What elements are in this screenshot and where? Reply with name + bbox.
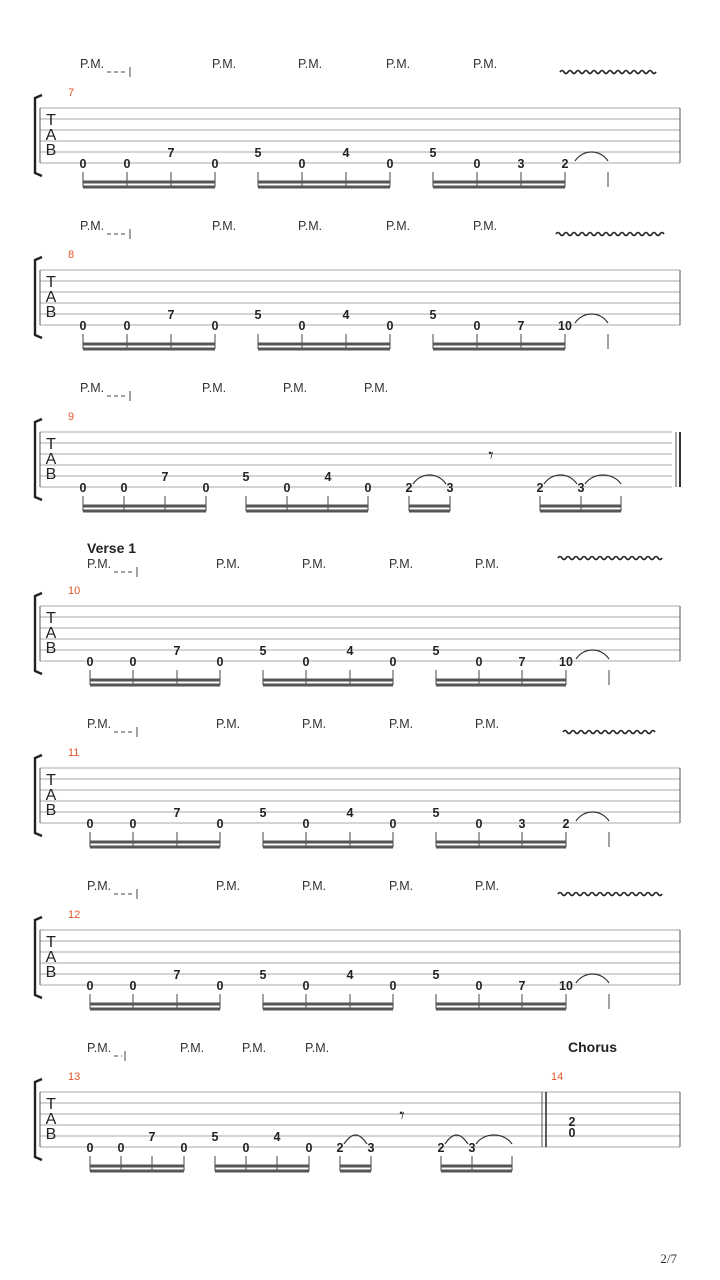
measure-number: 7 bbox=[68, 87, 75, 99]
system-bracket bbox=[35, 257, 42, 338]
palm-mute-label: P.M. bbox=[473, 219, 498, 233]
fret-number: 5 bbox=[432, 806, 440, 820]
palm-mute-label: P.M. bbox=[87, 1041, 112, 1055]
fret-number: 0 bbox=[86, 655, 94, 669]
tab-clef-letter: T bbox=[46, 274, 56, 291]
tab-system-12 bbox=[35, 879, 680, 1009]
palm-mute-label: P.M. bbox=[87, 717, 112, 731]
vibrato-mark bbox=[560, 71, 656, 74]
fret-number: 0 bbox=[86, 1141, 94, 1155]
tab-clef-letter: T bbox=[46, 436, 56, 453]
fret-number: 3 bbox=[518, 817, 526, 831]
fret-number: 5 bbox=[242, 470, 250, 484]
palm-mute-label: P.M. bbox=[298, 219, 323, 233]
fret-number: 5 bbox=[254, 308, 262, 322]
fret-number: 7 bbox=[173, 968, 181, 982]
fret-number: 4 bbox=[346, 968, 354, 982]
fret-number: 0 bbox=[298, 157, 306, 171]
tie-arc bbox=[576, 974, 609, 983]
fret-number: 2 bbox=[336, 1141, 344, 1155]
fret-number: 3 bbox=[367, 1141, 375, 1155]
fret-number: 0 bbox=[86, 817, 94, 831]
palm-mute-label: P.M. bbox=[87, 879, 112, 893]
tab-clef-letter: B bbox=[45, 1126, 57, 1143]
section-label: Chorus bbox=[568, 1039, 617, 1055]
system-bracket bbox=[35, 1079, 42, 1160]
page-indicator: 2/7 bbox=[660, 1251, 677, 1266]
fret-number: 0 bbox=[216, 979, 224, 993]
tab-clef-letter: T bbox=[46, 1096, 56, 1113]
palm-mute-label: P.M. bbox=[389, 879, 414, 893]
measure-number: 9 bbox=[68, 411, 75, 423]
fret-number: 5 bbox=[432, 644, 440, 658]
fret-number: 7 bbox=[167, 146, 175, 160]
palm-mute-label: P.M. bbox=[283, 381, 308, 395]
fret-number: 3 bbox=[517, 157, 525, 171]
palm-mute-label: P.M. bbox=[364, 381, 389, 395]
tie-arc bbox=[575, 152, 608, 161]
fret-number: 5 bbox=[254, 146, 262, 160]
fret-number: 0 bbox=[129, 817, 137, 831]
fret-number: 7 bbox=[517, 319, 525, 333]
fret-number: 0 bbox=[211, 157, 219, 171]
tab-system-9 bbox=[35, 381, 680, 511]
palm-mute-label: P.M. bbox=[180, 1041, 205, 1055]
tab-system-11 bbox=[35, 717, 680, 847]
palm-mute-label: P.M. bbox=[212, 219, 237, 233]
palm-mute-label: P.M. bbox=[475, 557, 500, 571]
fret-number: 0 bbox=[216, 817, 224, 831]
fret-number: 0 bbox=[242, 1141, 250, 1155]
palm-mute-label: P.M. bbox=[80, 219, 105, 233]
tab-clef-letter: T bbox=[46, 772, 56, 789]
tab-system-7 bbox=[35, 57, 680, 187]
fret-number: 2 bbox=[437, 1141, 445, 1155]
fret-number: 0 bbox=[389, 817, 397, 831]
vibrato-mark bbox=[558, 893, 662, 896]
palm-mute-label: P.M. bbox=[80, 381, 105, 395]
fret-number: 4 bbox=[346, 644, 354, 658]
fret-number: 5 bbox=[259, 806, 267, 820]
fret-number: 10 bbox=[558, 319, 572, 333]
tab-clef-letter: B bbox=[45, 142, 57, 159]
tab-clef-letter: A bbox=[45, 625, 57, 642]
palm-mute-label: P.M. bbox=[298, 57, 323, 71]
fret-number: 0 bbox=[129, 655, 137, 669]
fret-number: 5 bbox=[429, 308, 437, 322]
fret-number: 0 bbox=[475, 979, 483, 993]
tie-arc bbox=[575, 314, 608, 323]
palm-mute-label: P.M. bbox=[216, 557, 241, 571]
palm-mute-label: P.M. bbox=[302, 717, 327, 731]
tie-arc bbox=[576, 650, 609, 659]
fret-number: 0 bbox=[79, 481, 87, 495]
fret-number: 0 bbox=[79, 157, 87, 171]
tab-clef-letter: B bbox=[45, 640, 57, 657]
system-bracket bbox=[35, 755, 42, 836]
fret-number: 0 bbox=[298, 319, 306, 333]
fret-number: 0 bbox=[475, 655, 483, 669]
fret-number: 5 bbox=[429, 146, 437, 160]
vibrato-mark bbox=[556, 233, 664, 236]
fret-number: 0 bbox=[302, 979, 310, 993]
system-bracket bbox=[35, 917, 42, 998]
fret-number: 0 bbox=[302, 655, 310, 669]
palm-mute-label: P.M. bbox=[242, 1041, 267, 1055]
fret-number: 0 bbox=[79, 319, 87, 333]
measure-number: 12 bbox=[68, 909, 81, 921]
fret-number: 7 bbox=[518, 655, 526, 669]
measure-number: 11 bbox=[68, 747, 80, 759]
fret-number: 0 bbox=[202, 481, 210, 495]
tab-system-10 bbox=[35, 540, 680, 685]
tab-system-13 bbox=[35, 1039, 680, 1171]
tab-system-8 bbox=[35, 219, 680, 349]
fret-number: 0 bbox=[120, 481, 128, 495]
eighth-rest: 𝄾 bbox=[399, 1103, 405, 1127]
tab-clef-letter: A bbox=[45, 787, 57, 804]
palm-mute-label: P.M. bbox=[475, 717, 500, 731]
fret-number: 7 bbox=[173, 806, 181, 820]
palm-mute-label: P.M. bbox=[216, 879, 241, 893]
fret-number: 0 bbox=[386, 319, 394, 333]
palm-mute-label: P.M. bbox=[302, 879, 327, 893]
palm-mute-label: P.M. bbox=[475, 879, 500, 893]
section-label: Verse 1 bbox=[87, 540, 137, 556]
fret-number: 0 bbox=[123, 319, 131, 333]
fret-number: 0 bbox=[117, 1141, 125, 1155]
tab-clef-letter: T bbox=[46, 112, 56, 129]
fret-number: 4 bbox=[342, 146, 350, 160]
fret-number: 0 bbox=[86, 979, 94, 993]
fret-number: 0 bbox=[211, 319, 219, 333]
tab-clef-letter: A bbox=[45, 289, 57, 306]
fret-number: 0 bbox=[302, 817, 310, 831]
fret-number: 2 bbox=[405, 481, 413, 495]
measure-number: 13 bbox=[68, 1071, 81, 1083]
fret-number: 2 bbox=[536, 481, 544, 495]
fret-number: 0 bbox=[568, 1126, 576, 1140]
measure-number: 10 bbox=[68, 585, 81, 597]
fret-number: 0 bbox=[473, 319, 481, 333]
fret-number: 3 bbox=[577, 481, 585, 495]
fret-number: 0 bbox=[389, 979, 397, 993]
fret-number: 2 bbox=[568, 1115, 576, 1129]
tab-clef-letter: A bbox=[45, 127, 57, 144]
tab-clef-letter: T bbox=[46, 610, 56, 627]
fret-number: 7 bbox=[518, 979, 526, 993]
measure-number: 14 bbox=[551, 1071, 564, 1083]
fret-number: 5 bbox=[432, 968, 440, 982]
fret-number: 2 bbox=[562, 817, 570, 831]
fret-number: 5 bbox=[211, 1130, 219, 1144]
tab-clef-letter: T bbox=[46, 934, 56, 951]
fret-number: 0 bbox=[475, 817, 483, 831]
tab-clef-letter: A bbox=[45, 451, 57, 468]
fret-number: 2 bbox=[561, 157, 569, 171]
tab-clef-letter: B bbox=[45, 466, 57, 483]
fret-number: 0 bbox=[123, 157, 131, 171]
fret-number: 5 bbox=[259, 968, 267, 982]
fret-number: 10 bbox=[559, 655, 573, 669]
fret-number: 4 bbox=[324, 470, 332, 484]
tab-clef-letter: B bbox=[45, 964, 57, 981]
fret-number: 0 bbox=[386, 157, 394, 171]
fret-number: 3 bbox=[446, 481, 454, 495]
fret-number: 3 bbox=[468, 1141, 476, 1155]
palm-mute-label: P.M. bbox=[473, 57, 498, 71]
system-bracket bbox=[35, 593, 42, 674]
measure-number: 8 bbox=[68, 249, 75, 261]
palm-mute-label: P.M. bbox=[386, 57, 411, 71]
fret-number: 0 bbox=[305, 1141, 313, 1155]
palm-mute-label: P.M. bbox=[87, 557, 112, 571]
palm-mute-label: P.M. bbox=[305, 1041, 330, 1055]
fret-number: 5 bbox=[259, 644, 267, 658]
fret-number: 0 bbox=[216, 655, 224, 669]
eighth-rest: 𝄾 bbox=[488, 443, 494, 467]
fret-number: 0 bbox=[129, 979, 137, 993]
palm-mute-label: P.M. bbox=[80, 57, 105, 71]
palm-mute-label: P.M. bbox=[202, 381, 227, 395]
system-bracket bbox=[35, 419, 42, 500]
system-bracket bbox=[35, 95, 42, 176]
fret-number: 0 bbox=[180, 1141, 188, 1155]
fret-number: 0 bbox=[389, 655, 397, 669]
fret-number: 10 bbox=[559, 979, 573, 993]
fret-number: 7 bbox=[161, 470, 169, 484]
palm-mute-label: P.M. bbox=[216, 717, 241, 731]
fret-number: 0 bbox=[473, 157, 481, 171]
palm-mute-label: P.M. bbox=[212, 57, 237, 71]
fret-number: 4 bbox=[342, 308, 350, 322]
fret-number: 4 bbox=[346, 806, 354, 820]
tab-clef-letter: A bbox=[45, 949, 57, 966]
fret-number: 7 bbox=[173, 644, 181, 658]
vibrato-mark bbox=[563, 731, 655, 734]
tab-clef-letter: A bbox=[45, 1111, 57, 1128]
tab-clef-letter: B bbox=[45, 304, 57, 321]
fret-number: 0 bbox=[364, 481, 372, 495]
fret-number: 0 bbox=[283, 481, 291, 495]
tie-arc bbox=[576, 812, 609, 821]
palm-mute-label: P.M. bbox=[389, 717, 414, 731]
tab-clef-letter: B bbox=[45, 802, 57, 819]
palm-mute-label: P.M. bbox=[302, 557, 327, 571]
fret-number: 7 bbox=[167, 308, 175, 322]
palm-mute-label: P.M. bbox=[389, 557, 414, 571]
fret-number: 4 bbox=[273, 1130, 281, 1144]
vibrato-mark bbox=[558, 557, 662, 560]
fret-number: 7 bbox=[148, 1130, 156, 1144]
palm-mute-label: P.M. bbox=[386, 219, 411, 233]
